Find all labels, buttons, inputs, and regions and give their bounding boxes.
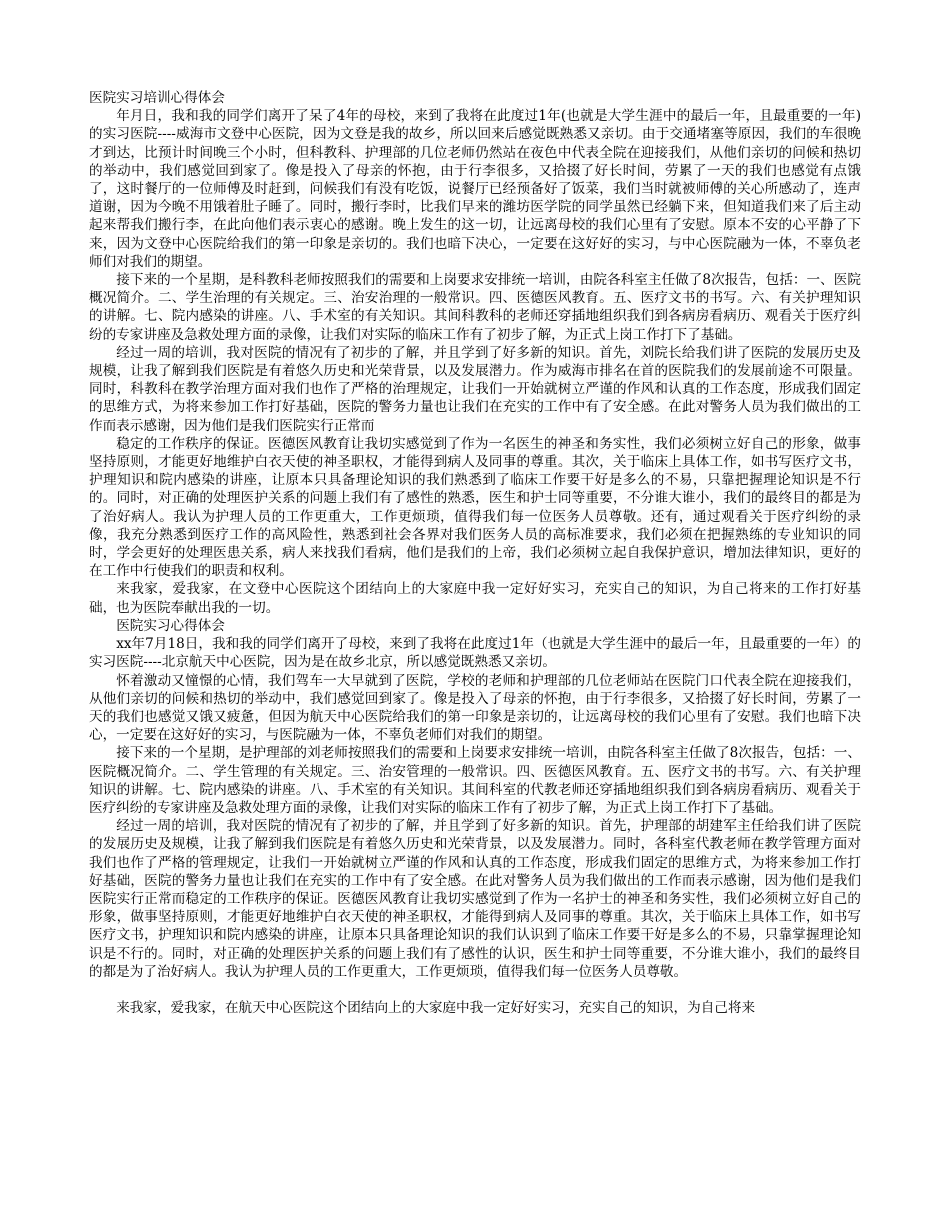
paragraph-training-week: 接下来的一个星期，是科教科老师按照我们的需要和上岗要求安排统一培训，由院各科室主任做了8次报告，包括：一、医院概况简介。二、学生治理的有关规定。三、治安治理的一般常识。四、医德医风教育。五、医疗文书的书写。六、有关护理知识的讲解。七、院内感染的讲座。八、手术室的有关知识。其间科教科的老师还穿插地组织我们到各病房看病历、观看关于医疗纠纷的专家讲座及急救处理方面的录像，让我们对实际的临床工作有了初步了解，为正式上岗工作打下了基础。 xyxy=(89,272,861,343)
document-body xyxy=(89,89,861,1017)
document-title: 医院实习培训心得体会 xyxy=(89,90,225,106)
paragraph-second-training-results: 经过一周的培训，我对医院的情况有了初步的了解，并且学到了好多新的知识。首先，护理部的胡建军主任给我们讲了医院的发展历史及规模，让我了解到我们医院是有着悠久历史和光荣背景，以及发展潜力。同时，各科室代教老师在教学管理方面对我们也作了严格的管理规定，让我们一开始就树立严谨的作风和认真的工作态度，形成我们固定的思维方式，为将来参加工作打好基础，医院的警务力量也让我们在充实的工作中有了安全感。在此对警务人员为我们做出的工作而表示感谢，因为他们是我们医院实行正常而稳定的工作秩序的保证。医德医风教育让我切实感觉到了作为一名护士的神圣和务实性，我们必须树立好自己的形象，做事坚持原则，才能更好地维护白衣天使的神圣职权，才能得到病人及同事的尊重。其次，关于临床上具体工作，如书写医疗文书，护理知识和院内感染的讲座，让原本只具备理论知识的我们认识到了临床工作要干好是多么的不易，只靠掌握理论知识是不行的。同时，对正确的处理医护关系的问题上我们有了感性的认识，医生和护士同等重要，不分谁大谁小，我们的最终目的都是为了治好病人。我认为护理人员的工作更重大，工作更烦琐，值得我们每一位医务人员尊敬。 xyxy=(89,818,861,980)
paragraph-second-conclusion: 来我家，爱我家，在航天中心医院这个团结向上的大家庭中我一定好好实习，充实自己的知识，为自己将来 xyxy=(116,999,756,1016)
paragraph-second-arrival: xx年7月18日，我和我的同学们离开了母校，来到了我将在此度过1年（也就是大学生涯中的最后一年，且最重要的一年）的实习医院----北京航天中心医院，因为是在故乡北京，所以感觉既熟悉又亲切。 xyxy=(89,636,861,671)
section-title: 医院实习心得体会 xyxy=(116,617,225,634)
paragraph-arrival: 年月日，我和我的同学们离开了呆了4年的母校，来到了我将在此度过1年(也就是大学生涯中的最后一年，且最重要的一年)的实习医院----威海市文登中心医院，因为文登是我的故乡，所以回来后感觉既熟悉又亲切。由于交通堵塞等原因，我们的车很晚才到达，比预计时间晚三个小时，但科教科、护理部的几位老师仍然站在夜色中代表全院在迎接我们，从他们亲切的问候和热切的举动中，我们感觉回到家了。像是投入了母亲的怀抱，由于行李很多，又拾掇了好长时间，劳累了一天的我们也感觉有点饿了，这时餐厅的一位师傅及时赶到，问候我们有没有吃饭，说餐厅已经预备好了饭菜，我们当时就被师傅的关心所感动了，连声道谢，因为今晚不用饿着肚子睡了。同时，搬行李时，比我们早来的潍坊医学院的同学虽然已经躺下来，但知道我们来了后主动起来帮我们搬行李，在此向他们表示衷心的感谢。晚上发生的这一切，让远离母校的我们心里有了安慰。原本不安的心平静了下来，因为文登中心医院给我们的第一印象是亲切的。我们也暗下决心，一定要在这好好的实习，与中心医院融为一体，不辜负老师们对我们的期望。 xyxy=(89,108,861,270)
paragraph-conclusion: 来我家，爱我家，在文登中心医院这个团结向上的大家庭中我一定好好实习，充实自己的知识，为自己将来的工作打好基础，也为医院奉献出我的一切。 xyxy=(89,581,861,616)
paragraph-medical-ethics: 稳定的工作秩序的保证。医德医风教育让我切实感觉到了作为一名医生的神圣和务实性，我们必须树立好自己的形象，做事坚持原则，才能更好地维护白衣天使的神圣职权，才能得到病人及同事的尊重。其次，关于临床上具体工作，如书写医疗文书，护理知识和院内感染的讲座，让原本只具备理论知识的我们熟悉到了临床工作要干好是多么的不易，只靠把握理论知识是不行的。同时，对正确的处理医护关系的问题上我们有了感性的熟悉，医生和护士同等重要，不分谁大谁小，我们的最终目的都是为了治好病人。我认为护理人员的工作更重大，工作更烦琐，值得我们每一位医务人员尊敬。还有，通过观看关于医疗纠纷的录像，我充分熟悉到医疗工作的高风险性，熟悉到社会各界对我们医务人员的高标准要求，我们必须在把握熟练的专业知识的同时，学会更好的处理医患关系，病人来找我们看病，他们是我们的上帝，我们必须树立起自我保护意识，增加法律知识，更好的在工作中行使我们的职责和权利。 xyxy=(89,435,861,580)
paragraph-training-results: 经过一周的培训，我对医院的情况有了初步的了解，并且学到了好多新的知识。首先，刘院长给我们讲了医院的发展历史及规模，让我了解到我们医院是有着悠久历史和光荣背景，以及发展潜力。作为威海市排名在首的医院我们的发展前途不可限量。同时，科教科在教学治理方面对我们也作了严格的治理规定，让我们一开始就树立严谨的作风和认真的工作态度，形成我们固定的思维方式，为将来参加工作打好基础，医院的警务力量也让我们在充实的工作中有了安全感。在此对警务人员为我们做出的工作而表示感谢，因为他们是我们医院实行正常而 xyxy=(89,344,861,434)
paragraph-second-welcome: 怀着激动又憧憬的心情，我们驾车一大早就到了医院，学校的老师和护理部的几位老师站在医院门口代表全院在迎接我们，从他们亲切的问候和热切的举动中，我们感觉回到家了。像是投入了母亲的怀抱，由于行李很多，又拾掇了好长时间，劳累了一天的我们也感觉又饿又疲惫，但因为航天中心医院给我们的第一印象是亲切的，让远离母校的我们心里有了安慰。我们也暗下决心，一定要在这好好的实习，与医院融为一体，不辜负老师们对我们的期望。 xyxy=(89,672,861,744)
paragraph-second-training-week: 接下来的一个星期，是护理部的刘老师按照我们的需要和上岗要求安排统一培训，由院各科室主任做了8次报告，包括：一、医院概况简介。二、学生管理的有关规定。三、治安管理的一般常识。四、医德医风教育。五、医疗文书的书写。六、有关护理知识的讲解。七、院内感染的讲座。八、手术室的有关知识。其间科室的代教老师还穿插地组织我们到各病房看病历、观看关于医疗纠纷的专家讲座及急救处理方面的录像，让我们对实际的临床工作有了初步了解，为正式上岗工作打下了基础。 xyxy=(89,745,861,816)
